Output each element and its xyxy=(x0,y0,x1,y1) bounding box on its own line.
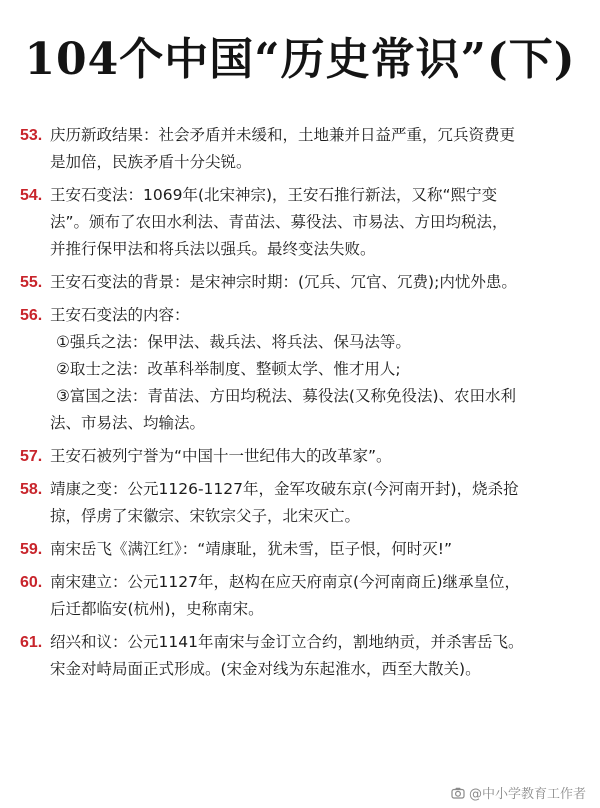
item-number: 57. xyxy=(20,448,43,465)
content-list xyxy=(20,122,586,689)
list-item-54 xyxy=(20,182,586,263)
watermark xyxy=(451,783,586,802)
item-text-line: 绍兴和议：公元1141年南宋与金订立合约，割地纳贡，并杀害岳飞。 xyxy=(50,633,524,651)
watermark-text: @中小学教育工作者 xyxy=(468,787,586,802)
item-number: 58. xyxy=(20,481,43,498)
list-item-60 xyxy=(20,569,586,623)
item-number: 54. xyxy=(20,187,43,204)
item-number: 61. xyxy=(20,634,43,651)
item-text-line: 掠，俘虏了宋徽宗、宋钦宗父子，北宋灭亡。 xyxy=(50,507,361,525)
item-text-line: 后迁都临安(杭州)，史称南宋。 xyxy=(50,600,264,618)
item-number: 59. xyxy=(20,541,43,558)
page-title: 104个中国“历史常识”(下) xyxy=(24,34,576,85)
item-text-line: 并推行保甲法和将兵法以强兵。最终变法失败。 xyxy=(50,240,376,258)
list-item-59 xyxy=(20,536,586,563)
sub-item-enrich-state-cont: 法、市易法、均输法。 xyxy=(50,414,206,432)
item-text-line: 庆历新政结果：社会矛盾并未缓和，土地兼并日益严重，冗兵资费更 xyxy=(50,126,516,144)
list-item-57 xyxy=(20,443,586,470)
item-text-line: 宋金对峙局面正式形成。(宋金对线为东起淮水，西至大散关)。 xyxy=(50,660,481,678)
list-item-61 xyxy=(20,629,586,683)
item-text-line: 王安石变法的内容： xyxy=(50,306,190,324)
item-text-line: 王安石被列宁誉为“中国十一世纪伟大的改革家”。 xyxy=(50,447,392,465)
item-text-line: 法”。颁布了农田水利法、青苗法、募役法、市易法、方田均税法， xyxy=(50,213,508,231)
sub-item-enrich-state: ③富国之法：青苗法、方田均税法、募役法(又称免役法)、农田水利 xyxy=(56,387,516,405)
sub-item-select-talent: ②取士之法：改革科举制度、整顿太学、惟才用人; xyxy=(56,360,401,378)
sub-item-strong-army: ①强兵之法：保甲法、裁兵法、将兵法、保马法等。 xyxy=(56,333,411,351)
item-text-line: 王安石变法：1069年(北宋神宗)，王安石推行新法，又称“熙宁变 xyxy=(50,186,498,204)
list-item-58 xyxy=(20,476,586,530)
list-item-55 xyxy=(20,269,586,296)
camera-icon xyxy=(451,786,465,800)
item-number: 60. xyxy=(20,574,43,591)
item-number: 55. xyxy=(20,274,43,291)
item-number: 53. xyxy=(20,127,43,144)
item-text-line: 王安石变法的背景：是宋神宗时期：(冗兵、冗官、冗费);内忧外患。 xyxy=(50,273,517,291)
list-item-56 xyxy=(20,302,586,437)
list-item-53 xyxy=(20,122,586,176)
item-text-line: 南宋岳飞《满江红》：“靖康耻，犹未雪，臣子恨，何时灭!” xyxy=(50,540,453,558)
item-number: 56. xyxy=(20,307,43,324)
item-text-line: 靖康之变：公元1126-1127年，金军攻破东京(今河南开封)，烧杀抢 xyxy=(50,480,519,498)
item-text-line: 南宋建立：公元1127年，赵构在应天府南京(今河南商丘)继承皇位， xyxy=(50,573,521,591)
item-text-line: 是加倍，民族矛盾十分尖锐。 xyxy=(50,153,252,171)
